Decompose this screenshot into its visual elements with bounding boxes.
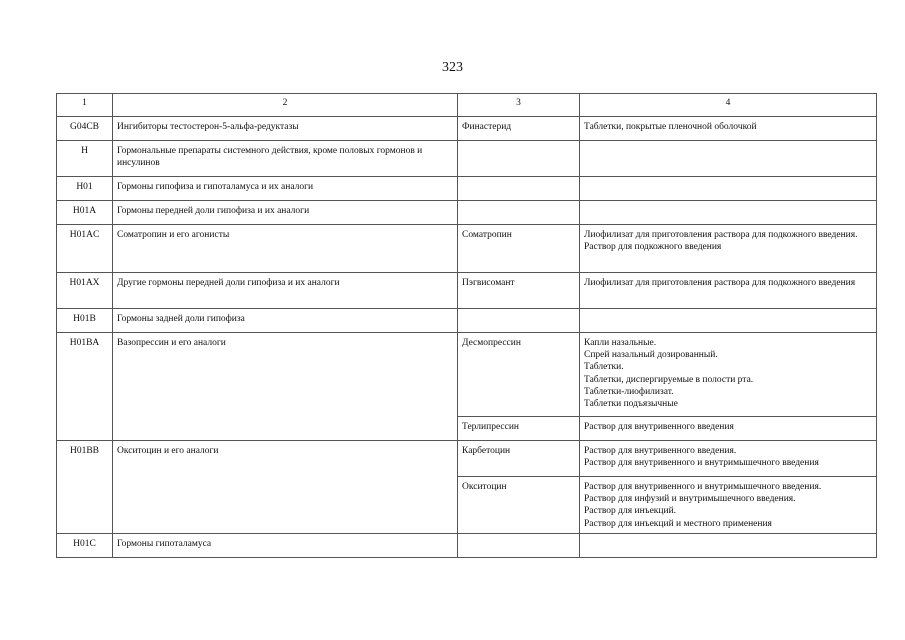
- table-row: [57, 333, 877, 417]
- table-row: [57, 273, 877, 309]
- dosage-form-cell: Капли назальные. Спрей назальный дозированный. Таблетки. Таблетки, диспергируемые в полости рта. Таблетки-лиофилизат. Таблетки подъязычные: [580, 333, 877, 417]
- dosage-form-cell: [580, 201, 877, 225]
- table-header-row: [57, 94, 877, 117]
- table-row: [57, 225, 877, 273]
- dosage-form-cell: Лиофилизат для приготовления раствора для подкожного введения: [580, 273, 877, 309]
- drug-name-cell: [458, 533, 580, 557]
- atc-code-cell: H01BA: [57, 333, 113, 441]
- atc-code-cell: H01AX: [57, 273, 113, 309]
- column-header-4: 4: [580, 94, 877, 117]
- drug-name-cell: Финастерид: [458, 117, 580, 141]
- atc-code-cell: H01B: [57, 309, 113, 333]
- drug-name-cell: Соматропин: [458, 225, 580, 273]
- dosage-form-cell: [580, 533, 877, 557]
- atc-code-cell: H01A: [57, 201, 113, 225]
- column-header-3: 3: [458, 94, 580, 117]
- drug-name-cell: [458, 177, 580, 201]
- drug-name-cell: [458, 309, 580, 333]
- drug-name-cell: [458, 201, 580, 225]
- drug-name-cell: Пэгвисомант: [458, 273, 580, 309]
- group-name-cell: Гормоны гипоталамуса: [113, 533, 458, 557]
- atc-code-cell: G04CB: [57, 117, 113, 141]
- table-row: [57, 177, 877, 201]
- atc-code-cell: H01BB: [57, 441, 113, 534]
- atc-code-cell: H01: [57, 177, 113, 201]
- atc-code-cell: H01C: [57, 533, 113, 557]
- dosage-form-cell: [580, 177, 877, 201]
- group-name-cell: Ингибиторы тестостерон-5-альфа-редуктазы: [113, 117, 458, 141]
- drug-name-cell: [458, 141, 580, 177]
- table-row: [57, 141, 877, 177]
- table-row: [57, 309, 877, 333]
- dosage-form-cell: Раствор для внутривенного и внутримышечного введения. Раствор для инфузий и внутримышечного введения. Раствор для инъекций. Раствор для инъекций и местного применения: [580, 477, 877, 534]
- table-row: [57, 441, 877, 477]
- group-name-cell: Гормоны задней доли гипофиза: [113, 309, 458, 333]
- group-name-cell: Гормоны гипофиза и гипоталамуса и их аналоги: [113, 177, 458, 201]
- dosage-form-cell: [580, 141, 877, 177]
- group-name-cell: Окситоцин и его аналоги: [113, 441, 458, 534]
- drug-name-cell: Карбетоцин: [458, 441, 580, 477]
- table-row: [57, 533, 877, 557]
- column-header-1: 1: [57, 94, 113, 117]
- dosage-form-cell: Таблетки, покрытые пленочной оболочкой: [580, 117, 877, 141]
- atc-code-cell: H01AC: [57, 225, 113, 273]
- group-name-cell: Гормоны передней доли гипофиза и их аналоги: [113, 201, 458, 225]
- drug-classification-table: [56, 93, 877, 558]
- table-row: [57, 117, 877, 141]
- drug-name-cell: Десмопрессин: [458, 333, 580, 417]
- page-number: 323: [442, 60, 463, 75]
- atc-code-cell: H: [57, 141, 113, 177]
- table-row: [57, 201, 877, 225]
- group-name-cell: Гормональные препараты системного действия, кроме половых гормонов и инсулинов: [113, 141, 458, 177]
- dosage-form-cell: Раствор для внутривенного введения: [580, 417, 877, 441]
- dosage-form-cell: Раствор для внутривенного введения. Раствор для внутривенного и внутримышечного введения: [580, 441, 877, 477]
- dosage-form-cell: Лиофилизат для приготовления раствора для подкожного введения. Раствор для подкожного введения: [580, 225, 877, 273]
- group-name-cell: Вазопрессин и его аналоги: [113, 333, 458, 441]
- column-header-2: 2: [113, 94, 458, 117]
- drug-name-cell: Окситоцин: [458, 477, 580, 534]
- drug-name-cell: Терлипрессин: [458, 417, 580, 441]
- group-name-cell: Соматропин и его агонисты: [113, 225, 458, 273]
- dosage-form-cell: [580, 309, 877, 333]
- group-name-cell: Другие гормоны передней доли гипофиза и их аналоги: [113, 273, 458, 309]
